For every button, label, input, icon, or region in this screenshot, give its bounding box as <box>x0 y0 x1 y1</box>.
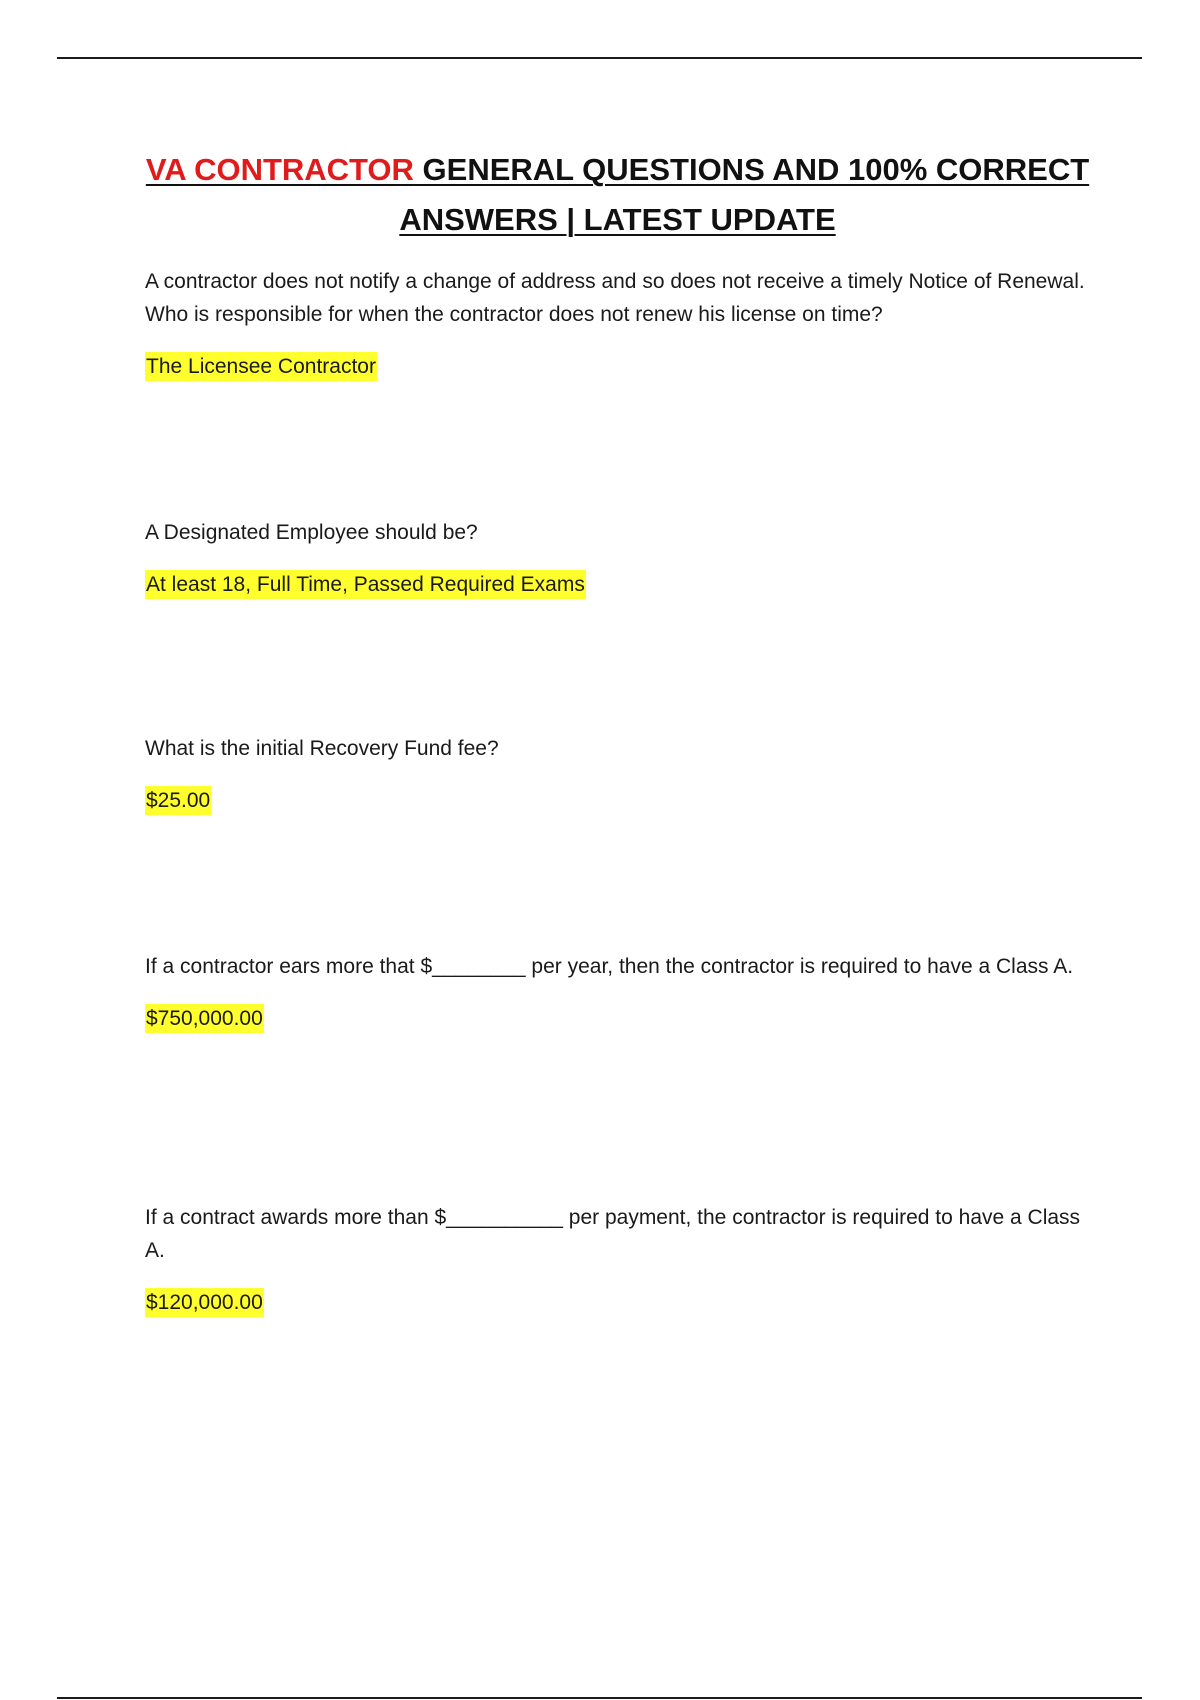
top-rule <box>57 57 1142 59</box>
answer-highlight: $750,000.00 <box>145 1004 264 1033</box>
document-title <box>130 145 1105 245</box>
qa-item <box>145 950 1095 1033</box>
answer-highlight: At least 18, Full Time, Passed Required Exams <box>145 570 586 599</box>
answer-highlight: The Licensee Contractor <box>145 352 377 381</box>
title-brand: VA CONTRACTOR <box>145 152 414 187</box>
qa-item <box>145 265 1095 381</box>
question-text: A Designated Employee should be? <box>145 521 478 544</box>
qa-item <box>145 1201 1095 1317</box>
question-text: If a contract awards more than $__________ per payment, the contractor is required to have a Class A. <box>145 1206 1081 1262</box>
qa-item <box>145 516 1095 599</box>
title-rest: GENERAL QUESTIONS AND 100% CORRECT ANSWERS | LATEST UPDATE <box>399 152 1090 237</box>
question-text: What is the initial Recovery Fund fee? <box>145 737 499 760</box>
bottom-rule <box>57 1697 1142 1699</box>
answer-highlight: $25.00 <box>145 786 211 815</box>
answer-highlight: $120,000.00 <box>145 1288 264 1317</box>
question-text: If a contractor ears more that $________ per year, then the contractor is required to have a Class A. <box>145 955 1074 978</box>
question-text: A contractor does not notify a change of address and so does not receive a timely Notice of Renewal. Who is responsible for when the contractor does not renew his license on time? <box>145 270 1085 326</box>
qa-item <box>145 732 1095 815</box>
